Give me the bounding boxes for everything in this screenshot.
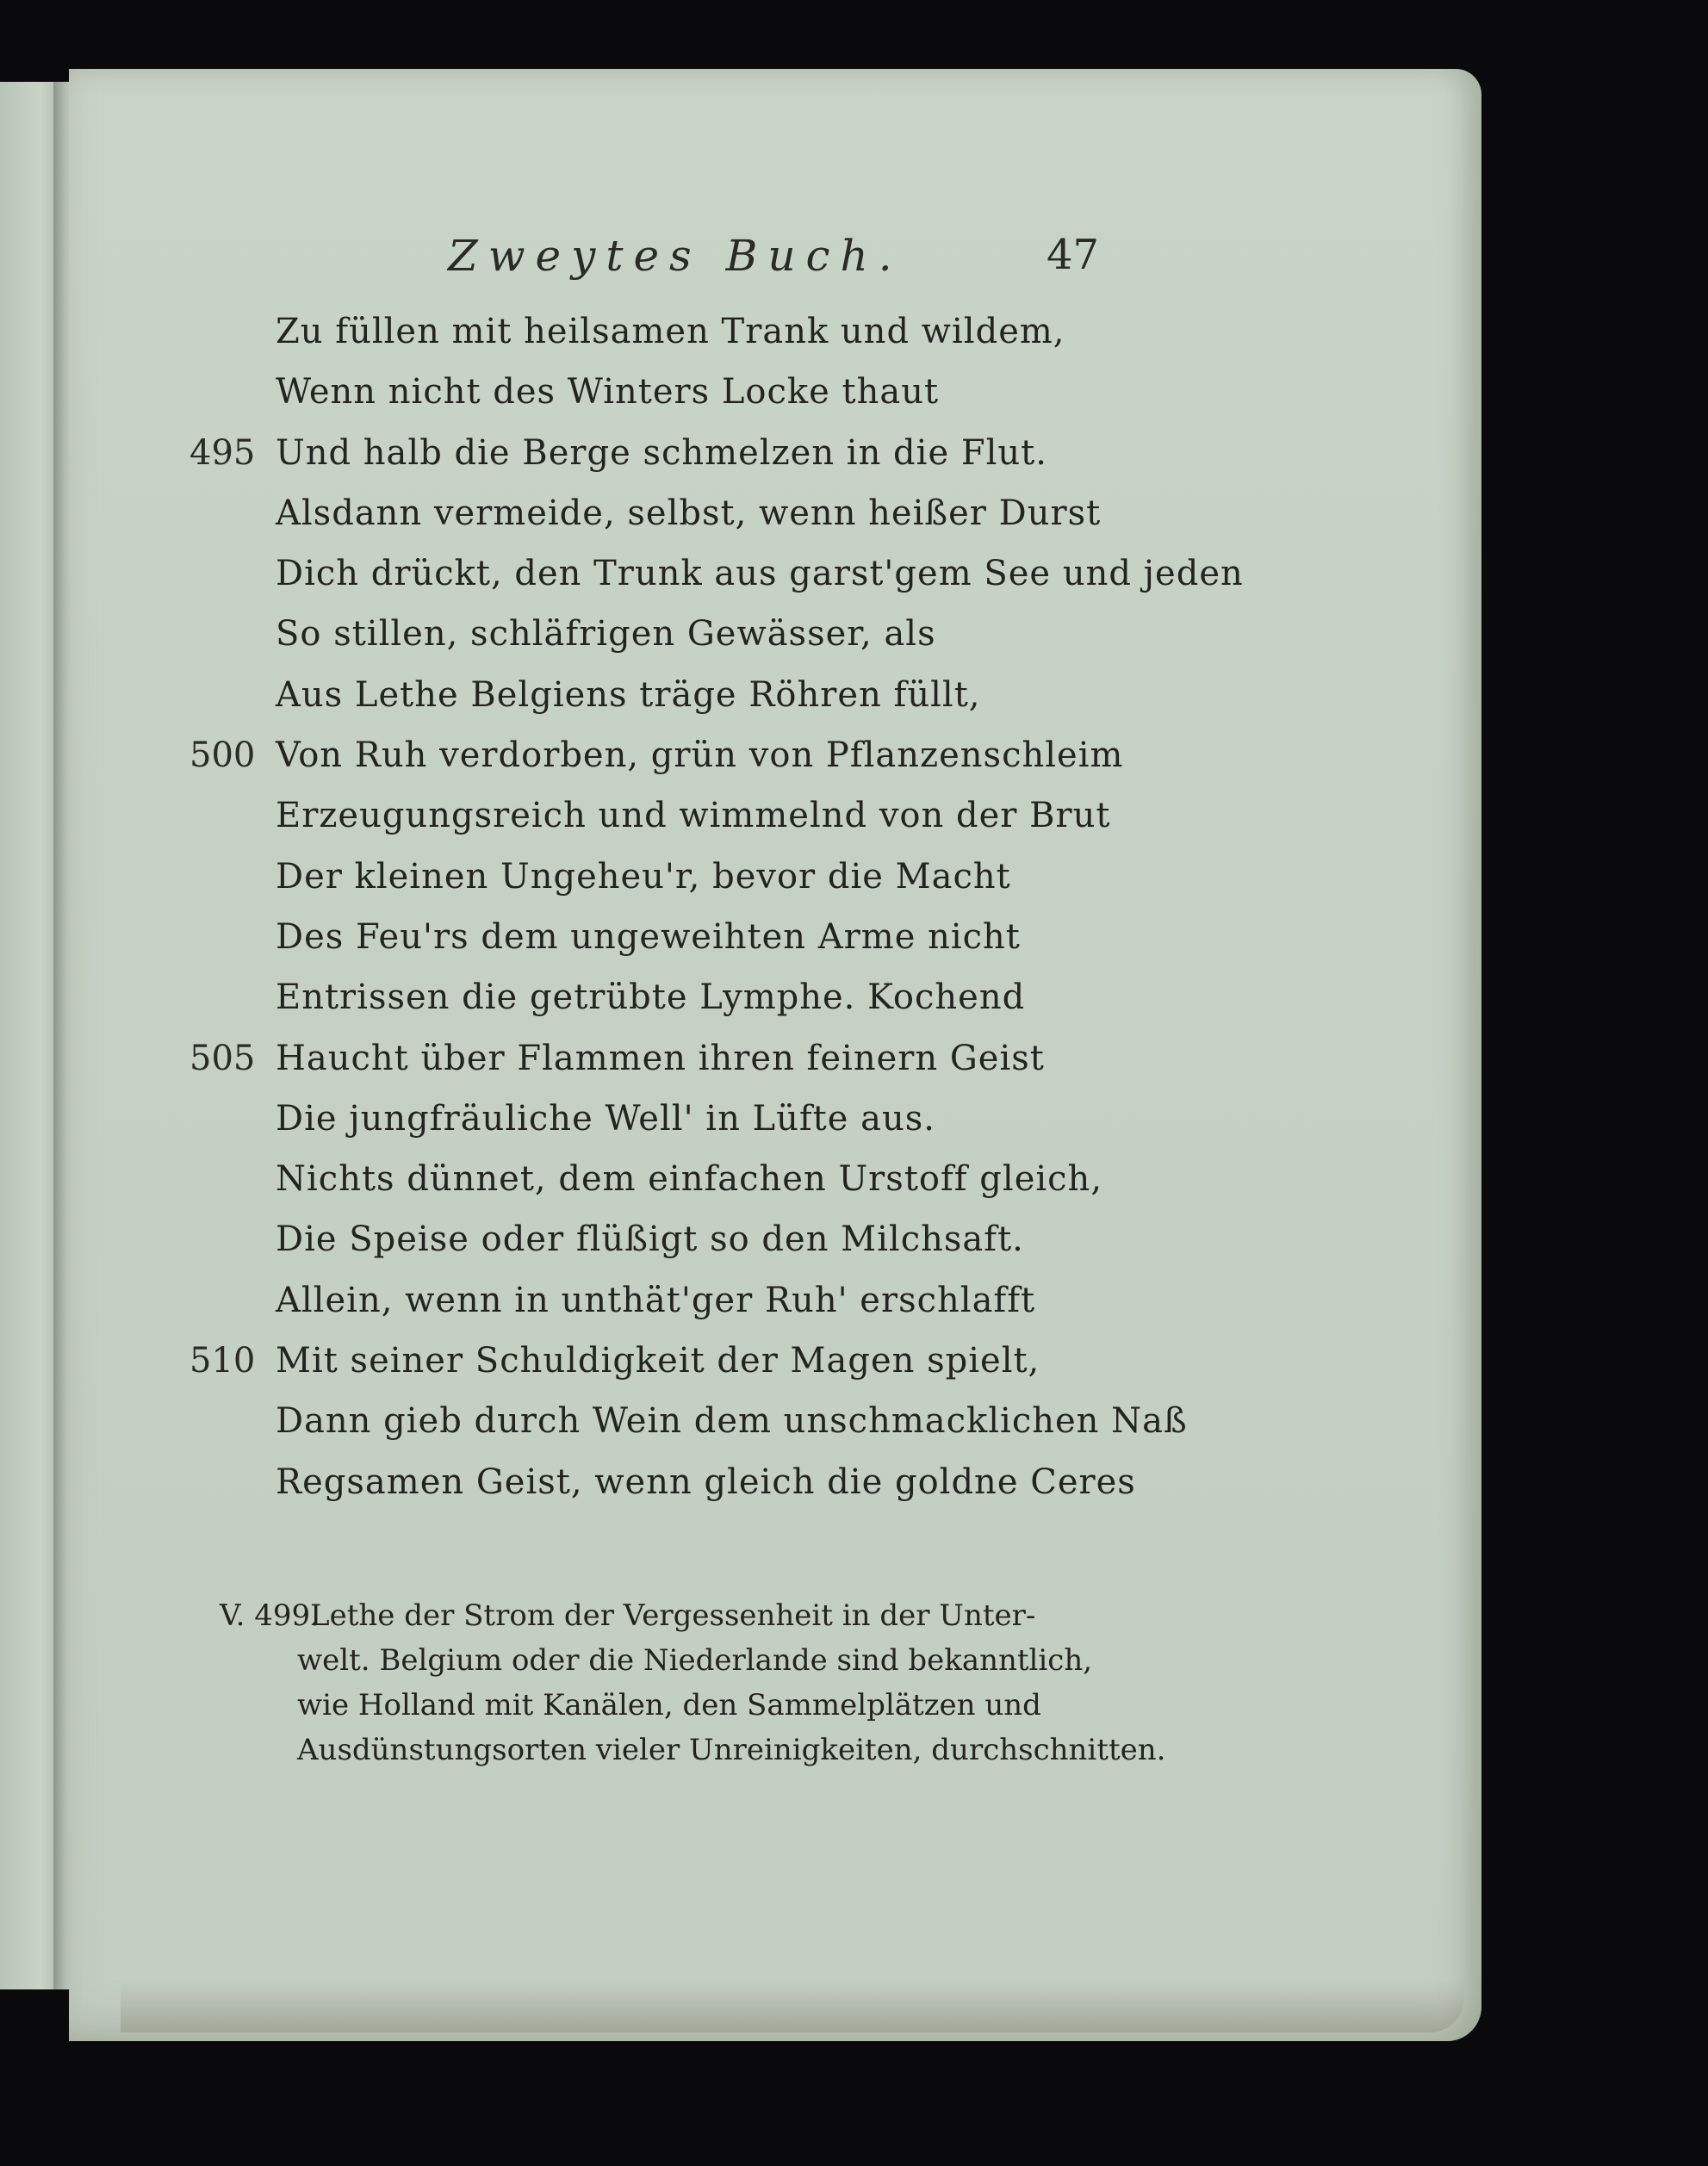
footnote-text: wie Holland mit Kanälen, den Sammelplätzen und	[297, 1688, 1041, 1722]
footnote-text: welt. Belgium oder die Niederlande sind bekanntlich,	[297, 1643, 1093, 1678]
verse-line	[189, 1391, 1188, 1451]
verse-text: Die jungfräuliche Well' in Lüfte aus.	[276, 1098, 935, 1139]
verse-line	[189, 1149, 1154, 1209]
verse-text: Dich drückt, den Trunk aus garst'gem See und jeden	[276, 554, 1244, 594]
verse-text: Aus Lethe Belgiens träge Röhren füllt,	[276, 674, 981, 715]
verse-line	[189, 665, 1154, 725]
footnote-text: Ausdünstungsorten vieler Unreinigkeiten, durchschnitten.	[297, 1733, 1166, 1767]
verse-line	[189, 967, 1154, 1027]
verse-text: Alsdann vermeide, selbst, wenn heißer Durst	[276, 493, 1102, 533]
verse-line	[189, 907, 1154, 967]
verse-line	[189, 725, 1154, 785]
verse-line	[189, 1209, 1154, 1269]
verse-text: Entrissen die getrübte Lymphe. Kochend	[276, 977, 1026, 1018]
page-bottom-edge	[121, 1981, 1464, 2033]
line-number: 495	[189, 432, 256, 473]
verse-text: Erzeugungsreich und wimmelnd von der Brut	[276, 796, 1111, 836]
verse-text: Wenn nicht des Winters Locke thaut	[276, 372, 940, 413]
line-number: 510	[189, 1341, 256, 1381]
line-number: 500	[189, 735, 256, 776]
verse-text: Von Ruh verdorben, grün von Pflanzenschleim	[276, 735, 1124, 776]
page-header	[448, 231, 1111, 291]
verse-text: Nichts dünnet, dem einfachen Urstoff gleich,	[276, 1159, 1103, 1200]
verse-line	[189, 301, 1154, 362]
verse-text: Haucht über Flammen ihren feinern Geist	[276, 1038, 1045, 1078]
verse-text: So stillen, schläfrigen Gewässer, als	[276, 614, 936, 655]
footnote-line	[220, 1728, 1166, 1772]
verse-line	[189, 785, 1154, 846]
verse-line	[189, 483, 1154, 543]
verse-text: Mit seiner Schuldigkeit der Magen spielt,	[276, 1341, 1040, 1381]
verse-text: Dann gieb durch Wein dem unschmacklichen Naß	[276, 1401, 1188, 1442]
footnote-text: Lethe der Strom der Vergessenheit in der Unter-	[310, 1598, 1036, 1633]
verse-text: Die Speise oder flüßigt so den Milchsaft.	[276, 1220, 1024, 1260]
running-head: Zweytes Buch.	[448, 231, 903, 281]
verse-line	[189, 423, 1154, 483]
verse-text: Allein, wenn in unthät'ger Ruh' erschlafft	[276, 1280, 1036, 1320]
verse-line	[189, 1089, 1154, 1149]
footnote	[220, 1593, 1166, 1772]
page-number: 47	[1047, 231, 1100, 279]
verse-line	[189, 543, 1244, 604]
verse-line	[189, 1331, 1154, 1391]
verse-line	[189, 362, 1154, 422]
verse-line	[189, 847, 1154, 907]
footnote-line	[220, 1593, 1081, 1638]
verse-text: Regsamen Geist, wenn gleich die goldne Ceres	[276, 1462, 1136, 1502]
verse-line	[189, 1452, 1154, 1512]
verse-text: Und halb die Berge schmelzen in die Flut.	[276, 432, 1047, 473]
footnote-line	[220, 1683, 1081, 1728]
verse-line	[189, 1028, 1154, 1089]
footnote-label: V. 499.	[220, 1598, 320, 1633]
footnote-line	[220, 1638, 1093, 1683]
verse-text: Des Feu'rs dem ungeweihten Arme nicht	[276, 916, 1021, 957]
verse-line	[189, 1270, 1154, 1331]
verse-block	[189, 301, 1244, 1512]
verse-line	[189, 604, 1154, 664]
verse-text: Zu füllen mit heilsamen Trank und wildem,	[276, 312, 1065, 351]
verse-text: Der kleinen Ungeheu'r, bevor die Macht	[276, 856, 1011, 897]
line-number: 505	[189, 1038, 256, 1078]
